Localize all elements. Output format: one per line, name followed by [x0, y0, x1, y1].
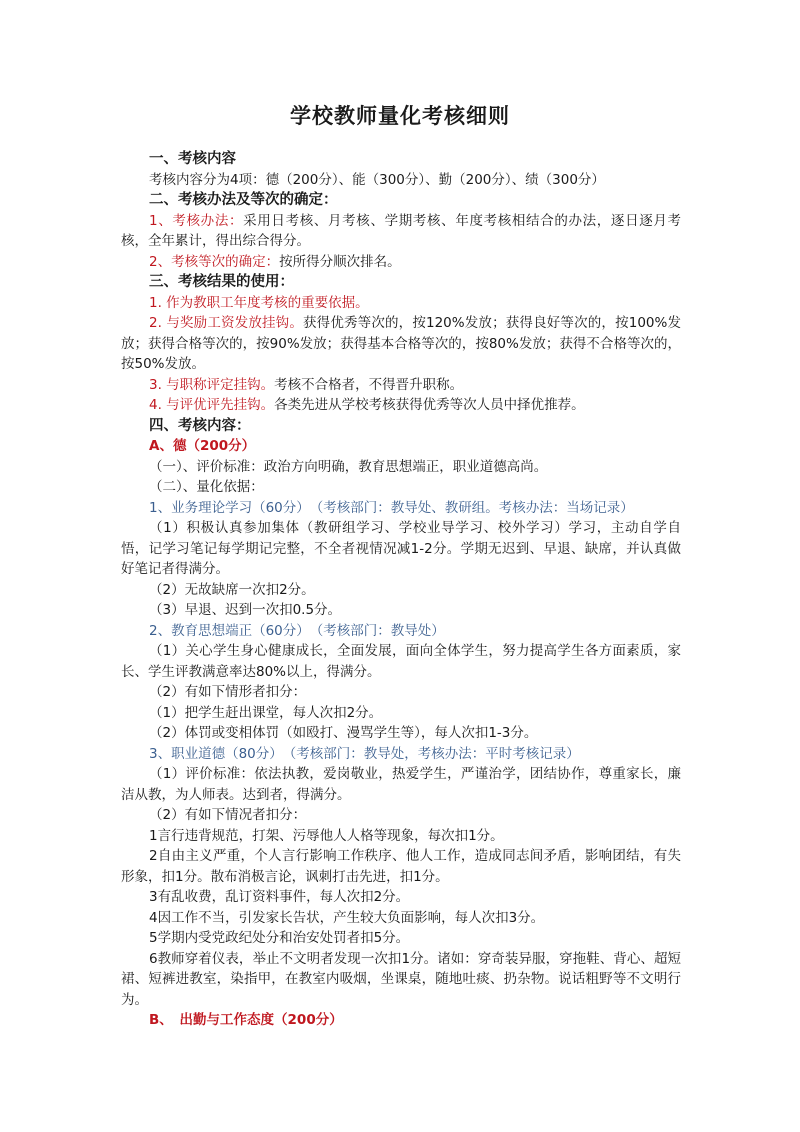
section-heading-details: 四、考核内容： [149, 417, 251, 434]
paragraph [121, 252, 681, 273]
item-heading [121, 621, 681, 642]
paragraph [121, 375, 681, 396]
paragraph: （二）、量化依据： [149, 479, 264, 495]
inline-text: 考核不合格者，不得晋升职称。 [274, 376, 464, 393]
list-item: 5学期内受党政纪处分和治安处罚者扣5分。 [149, 930, 410, 946]
paragraph: （2）有如下情形者扣分： [149, 684, 307, 700]
section-heading-content: 一、考核内容 [149, 151, 236, 167]
list-item: 3有乱收费，乱订资料事件，每人次扣2分。 [149, 889, 410, 905]
inline-label: 2. 与奖励工资发放挂钩。 [149, 315, 303, 331]
inline-text: 按所得分顺次排名。 [279, 253, 401, 270]
section-heading-method: 二、考核办法及等次的确定： [149, 192, 338, 208]
inline-text: 获得优秀等次的，按120%发放；获得良好等次的，按100%发放；获得合格等次的，按90%发放；获得基本合格等次的，按80%发放；获得不合格等次的，按50%发放。 [121, 315, 681, 372]
inline-label: 2、考核等次的确定： [149, 253, 280, 270]
section-heading-usage: 三、考核结果的使用： [149, 274, 294, 290]
item-meta: （考核部门：教导处，考核办法：平时考核记录） [289, 745, 580, 762]
paragraph: （2）无故缺席一次扣2分。 [149, 581, 315, 598]
paragraph: （2）体罚或变相体罚（如殴打、漫骂学生等），每人次扣1-3分。 [149, 725, 538, 741]
subsection-heading-de: A、德（200分） [149, 438, 256, 454]
inline-label: 1、考核办法： [149, 212, 244, 229]
paragraph: （一）、评价标准：政治方向明确，教育思想端正，职业道德高尚。 [149, 458, 548, 475]
inline-label: 4. 与评优评先挂钩。 [149, 397, 275, 413]
list-item: 6教师穿着仪表，举止不文明者发现一次扣1分。诸如：穿奇装异服，穿拖鞋、背心、超短裙、短裤进教室，染指甲，在教室内吸烟，坐课桌，随地吐痰、扔杂物。说话粗野等不文明行为。 [121, 950, 681, 1008]
inline-text: 各类先进从学校考核获得优秀等次人员中择优推荐。 [274, 397, 585, 413]
item-meta: （考核部门：教导处、教研组。考核办法：当场记录） [316, 499, 634, 516]
paragraph [121, 211, 681, 252]
item-meta: （考核部门：教导处） [316, 622, 445, 639]
page-title: 学校教师量化考核细则 [290, 104, 510, 128]
paragraph: （3）早退、迟到一次扣0.5分。 [149, 602, 342, 618]
list-item: 1言行违背规范，打架、污辱他人人格等现象，每次扣1分。 [149, 827, 504, 844]
item-title: 3、职业道德（80分） [149, 745, 277, 762]
paragraph: （1）关心学生身心健康成长，全面发展，面向全体学生，努力提高学生各方面素质，家长、学生评教满意率达80%以上，得满分。 [121, 643, 681, 680]
paragraph: （1）评价标准：依法执教，爱岗敬业，热爱学生，严谨治学，团结协作，尊重家长，廉洁从教，为人师表。达到者，得满分。 [121, 766, 681, 803]
item-title: 2、教育思想端正（60分） [149, 622, 304, 639]
item-heading [121, 498, 681, 519]
list-item: 2自由主义严重，个人言行影响工作秩序、他人工作，造成同志间矛盾，影响团结，有失形象，扣1分。散布消极言论，讽刺打击先进，扣1分。 [121, 848, 681, 885]
inline-label: 3. 与职称评定挂钩。 [149, 376, 275, 393]
document-body [121, 149, 681, 1031]
item-heading [121, 744, 681, 765]
paragraph: （1）把学生赶出课堂，每人次扣2分。 [149, 704, 383, 721]
paragraph: 1. 作为教职工年度考核的重要依据。 [149, 294, 369, 311]
item-title: 1、业务理论学习（60分） [149, 499, 304, 516]
paragraph: （1）积极认真参加集体（教研组学习、学校业导学习、校外学习）学习，主动自学自悟，记学习笔记每学期记完整，不全者视情况减1-2分。学期无迟到、早退、缺席，并认真做好笔记者得满分。 [121, 520, 681, 577]
paragraph [121, 395, 681, 416]
inline-text: 采用日考核、月考核、学期考核、年度考核相结合的办法，逐日逐月考核，全年累计，得出综合得分。 [121, 212, 682, 249]
subsection-heading-attendance: B、 出勤与工作态度（200分） [149, 1012, 343, 1028]
paragraph: （2）有如下情况者扣分： [149, 807, 307, 823]
list-item: 4因工作不当，引发家长告状，产生较大负面影响，每人次扣3分。 [149, 909, 545, 926]
paragraph [121, 313, 681, 375]
paragraph: 考核内容分为4项：德（200分）、能（300分）、勤（200分）、绩（300分） [149, 171, 605, 188]
